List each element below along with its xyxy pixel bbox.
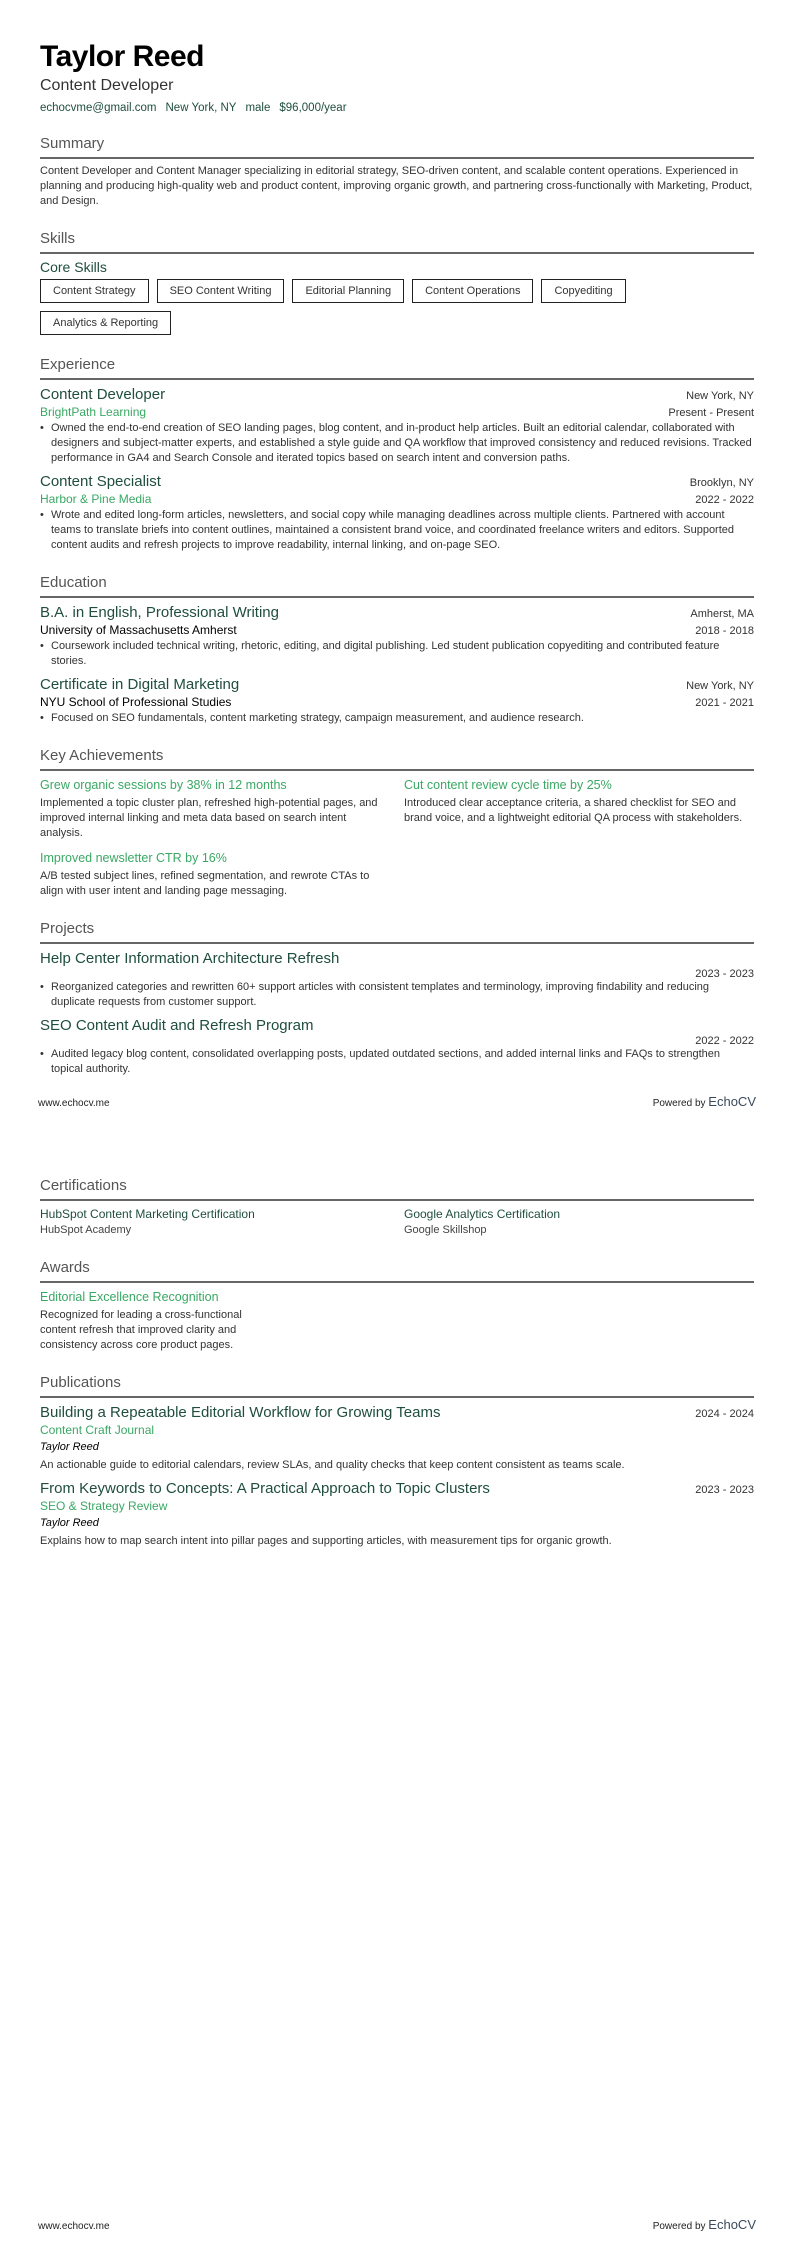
skill-tag: SEO Content Writing xyxy=(157,279,285,303)
skill-tag: Analytics & Reporting xyxy=(40,311,171,335)
award-title: Editorial Excellence Recognition xyxy=(40,1290,219,1304)
certification-item xyxy=(404,1206,754,1238)
skill-group-title: Core Skills xyxy=(40,259,107,275)
edu-bullet: • Focused on SEO fundamentals, content marketing strategy, campaign measurement, and audience research. xyxy=(40,711,754,726)
powered-by xyxy=(653,2217,756,2232)
section-heading: Projects xyxy=(40,919,754,944)
project-dates: 2023 - 2023 xyxy=(695,968,754,980)
cert-issuer: HubSpot Academy xyxy=(40,1224,132,1236)
school: University of Massachusetts Amherst xyxy=(40,623,237,637)
contact-gender: male xyxy=(245,102,271,114)
company: Harbor & Pine Media xyxy=(40,492,152,506)
achievements-section xyxy=(40,746,754,899)
experience-item xyxy=(40,385,754,466)
job-location: New York, NY xyxy=(686,390,754,402)
achievement-title: Grew organic sessions by 38% in 12 months xyxy=(40,778,287,792)
project-dates: 2022 - 2022 xyxy=(695,1035,754,1047)
publisher: Content Craft Journal xyxy=(40,1423,155,1437)
contact-email[interactable]: echocvme@gmail.com xyxy=(40,102,157,114)
skill-tag: Content Operations xyxy=(412,279,533,303)
brand-logo: EchoCV xyxy=(708,2217,756,2232)
footer-url[interactable]: www.echocv.me xyxy=(38,2221,110,2232)
page-footer xyxy=(38,1094,756,1109)
project-bullet: • Audited legacy blog content, consolidated overlapping posts, updated outdated sections, and added internal links and FAQs to strengthen topical authority. xyxy=(40,1047,754,1077)
publication-title: Building a Repeatable Editorial Workflow for Growing Teams xyxy=(40,1404,441,1421)
section-heading: Summary xyxy=(40,134,754,159)
job-bullet: • Wrote and edited long-form articles, newsletters, and social copy while managing deadlines across multiple clients. Partnered with account teams to translate briefs into content outlines, maintained a consistent brand voice, and coordinated freelance writers and editors. Supported content audits and refresh projects to improve readability, internal linking, and on-page SEO. xyxy=(40,508,754,553)
edu-bullet: • Coursework included technical writing, rhetoric, editing, and digital publishing. Led student publication copyediting and contributed feature stories. xyxy=(40,639,754,669)
job-dates: Present - Present xyxy=(668,407,754,419)
contact-location: New York, NY xyxy=(165,102,237,114)
contact-line xyxy=(40,102,754,114)
section-heading: Skills xyxy=(40,229,754,254)
section-heading: Awards xyxy=(40,1258,754,1283)
cert-title: Google Analytics Certification xyxy=(404,1207,561,1221)
project-bullet: • Reorganized categories and rewritten 60+ support articles with consistent templates and terminology, improving findability and reducing duplicate requests from customer support. xyxy=(40,980,754,1010)
degree: Certificate in Digital Marketing xyxy=(40,676,240,693)
publication-title: From Keywords to Concepts: A Practical Approach to Topic Clusters xyxy=(40,1480,490,1497)
achievement-item xyxy=(40,776,390,841)
section-heading: Education xyxy=(40,573,754,598)
projects-section xyxy=(40,919,754,1077)
award-text: Recognized for leading a cross-functional content refresh that improved clarity and consistency across core product pages. xyxy=(40,1309,242,1351)
candidate-title: Content Developer xyxy=(40,77,174,94)
job-location: Brooklyn, NY xyxy=(689,477,754,489)
education-item xyxy=(40,675,754,726)
publication-text: An actionable guide to editorial calendars, review SLAs, and quality checks that keep content consistent as teams scale. xyxy=(40,1459,625,1471)
job-bullet: • Owned the end-to-end creation of SEO landing pages, blog content, and in-product help articles. Built an editorial calendar, collaborated with designers and subject-matter experts, and established a style guide and QA workflow that improved consistency and reduced revisions. Tracked performance in GA4 and Search Console and iterated topics based on search intent and conversion paths. xyxy=(40,421,754,466)
awards-section xyxy=(40,1258,754,1353)
brand-logo: EchoCV xyxy=(708,1094,756,1109)
edu-dates: 2021 - 2021 xyxy=(695,697,754,709)
degree: B.A. in English, Professional Writing xyxy=(40,604,279,621)
publication-item xyxy=(40,1403,754,1473)
section-heading: Publications xyxy=(40,1373,754,1398)
achievement-text: Implemented a topic cluster plan, refreshed high-potential pages, and improved internal linking and meta data based on search intent analysis. xyxy=(40,797,378,839)
powered-by-label: Powered by xyxy=(652,2221,706,2232)
certifications-section xyxy=(40,1176,754,1238)
education-item xyxy=(40,603,754,669)
cert-issuer: Google Skillshop xyxy=(404,1224,487,1236)
publication-dates: 2024 - 2024 xyxy=(695,1408,754,1420)
award-item xyxy=(40,1288,270,1353)
experience-section xyxy=(40,355,754,553)
section-heading: Certifications xyxy=(40,1176,754,1201)
section-heading: Key Achievements xyxy=(40,746,754,771)
job-title: Content Developer xyxy=(40,386,166,403)
project-title: SEO Content Audit and Refresh Program xyxy=(40,1017,314,1034)
skill-tag: Content Strategy xyxy=(40,279,149,303)
publication-item xyxy=(40,1479,754,1549)
publisher: SEO & Strategy Review xyxy=(40,1499,168,1513)
achievement-item xyxy=(404,776,754,841)
job-title: Content Specialist xyxy=(40,473,161,490)
cert-title: HubSpot Content Marketing Certification xyxy=(40,1207,255,1221)
skill-tag: Copyediting xyxy=(541,279,625,303)
resume-page-2 xyxy=(0,1123,794,2246)
publication-author: Taylor Reed xyxy=(40,1517,99,1529)
edu-dates: 2018 - 2018 xyxy=(695,625,754,637)
achievement-text: Introduced clear acceptance criteria, a shared checklist for SEO and brand voice, and a lightweight editorial QA process with stakeholders. xyxy=(404,797,743,824)
contact-salary: $96,000/year xyxy=(279,102,347,114)
summary-text: Content Developer and Content Manager specializing in editorial strategy, SEO-driven content, and scalable content operations. Experienced in planning and producing high-quality web and product content, improving organic growth, and partnering cross-functionally with Marketing, Product, and Design. xyxy=(40,165,753,207)
publications-section xyxy=(40,1373,754,1549)
edu-location: New York, NY xyxy=(686,680,754,692)
achievement-title: Improved newsletter CTR by 16% xyxy=(40,851,227,865)
edu-location: Amherst, MA xyxy=(690,608,754,620)
summary-section xyxy=(40,134,754,209)
school: NYU School of Professional Studies xyxy=(40,695,232,709)
skill-tag: Editorial Planning xyxy=(292,279,404,303)
section-heading: Experience xyxy=(40,355,754,380)
job-dates: 2022 - 2022 xyxy=(695,494,754,506)
footer-url[interactable]: www.echocv.me xyxy=(38,1098,110,1109)
achievement-title: Cut content review cycle time by 25% xyxy=(404,778,612,792)
experience-item xyxy=(40,472,754,553)
education-section xyxy=(40,573,754,726)
powered-by-label: Powered by xyxy=(652,1098,706,1109)
publication-text: Explains how to map search intent into pillar pages and supporting articles, with measurement tips for organic growth. xyxy=(40,1535,612,1547)
skill-tags xyxy=(40,279,754,335)
powered-by xyxy=(653,1094,756,1109)
company: BrightPath Learning xyxy=(40,405,147,419)
candidate-name: Taylor Reed xyxy=(40,40,204,73)
skills-section xyxy=(40,229,754,335)
project-item xyxy=(40,949,754,1010)
certification-item xyxy=(40,1206,390,1238)
project-title: Help Center Information Architecture Refresh xyxy=(40,950,340,967)
publication-author: Taylor Reed xyxy=(40,1441,99,1453)
achievement-text: A/B tested subject lines, refined segmentation, and rewrote CTAs to align with user intent and landing page messaging. xyxy=(40,870,370,897)
achievement-item xyxy=(40,849,390,899)
publication-dates: 2023 - 2023 xyxy=(695,1484,754,1496)
page-footer xyxy=(38,2217,756,2232)
project-item xyxy=(40,1016,754,1077)
